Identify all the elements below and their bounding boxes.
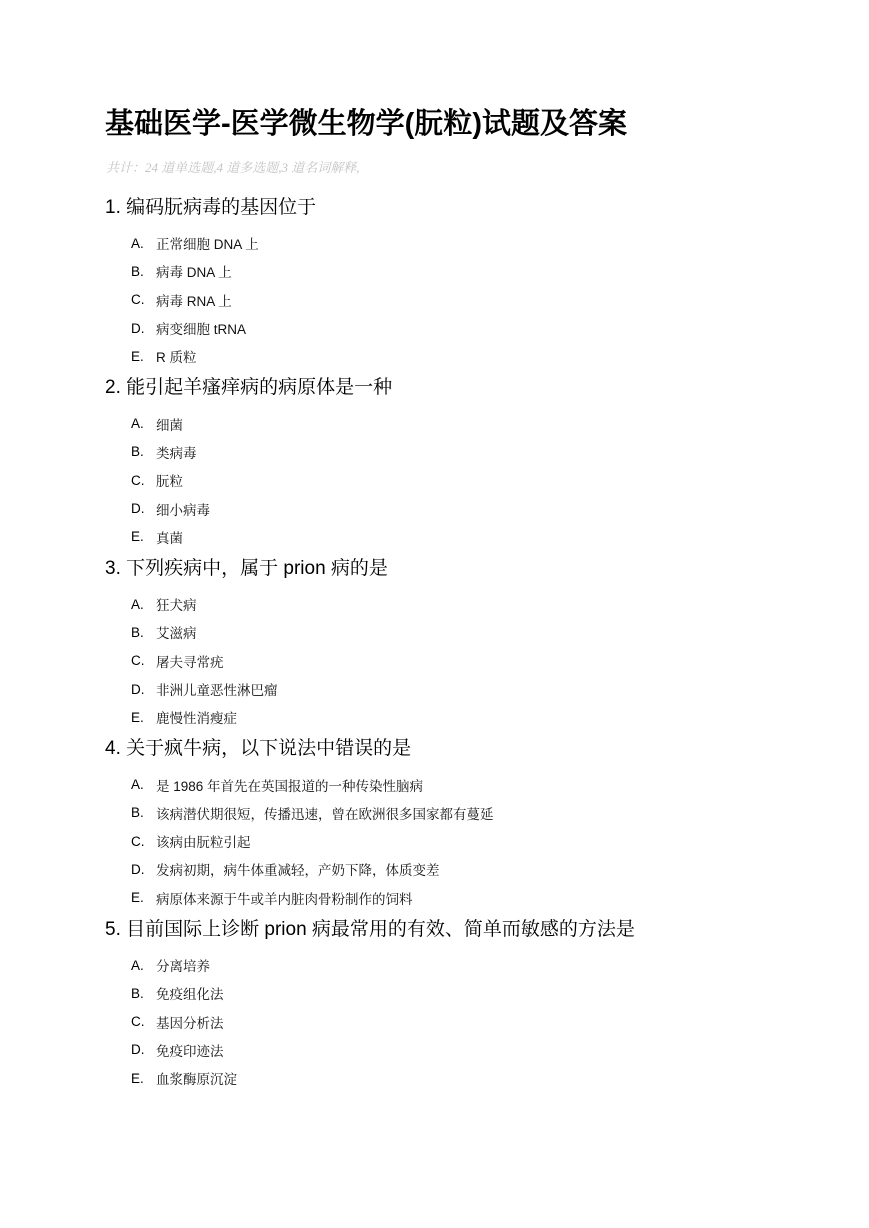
question-title: 5. 目前国际上诊断 prion 病最常用的有效、简单而敏感的方法是 bbox=[105, 918, 635, 940]
page-title: 基础医学-医学微生物学(朊粒)试题及答案 bbox=[105, 108, 627, 140]
option-list bbox=[105, 583, 845, 735]
option-e bbox=[131, 523, 845, 551]
option-letter: C. bbox=[131, 653, 145, 669]
option-text: 该病潜伏期很短，传播迅速，曾在欧洲很多国家都有蔓延 bbox=[156, 806, 494, 822]
question-4 bbox=[105, 735, 845, 915]
option-letter: E. bbox=[131, 709, 144, 725]
option-e bbox=[131, 884, 845, 912]
option-list bbox=[105, 222, 845, 374]
option-letter: B. bbox=[131, 624, 144, 640]
option-letter: D. bbox=[131, 861, 145, 877]
option-letter: D. bbox=[131, 320, 145, 336]
option-letter: E. bbox=[131, 890, 144, 906]
option-e bbox=[131, 703, 845, 731]
option-d bbox=[131, 314, 845, 342]
option-c bbox=[131, 286, 845, 314]
option-text: 免疫组化法 bbox=[156, 987, 224, 1003]
option-text: 发病初期，病牛体重减轻，产奶下降，体质变差 bbox=[156, 863, 440, 879]
question-title: 2. 能引起羊瘙痒病的病原体是一种 bbox=[105, 377, 393, 399]
option-letter: B. bbox=[131, 263, 144, 279]
question-count-summary: 共计：24 道单选题,4 道多选题,3 道名词解释, bbox=[106, 160, 360, 175]
option-text: 细小病毒 bbox=[156, 502, 210, 518]
question-2 bbox=[105, 374, 845, 554]
option-b bbox=[131, 979, 845, 1007]
question-title: 3. 下列疾病中，属于 prion 病的是 bbox=[105, 557, 388, 579]
option-text: 基因分析法 bbox=[156, 1015, 224, 1031]
question-1 bbox=[105, 194, 845, 374]
option-text: 屠夫寻常疣 bbox=[156, 654, 224, 670]
option-b bbox=[131, 799, 845, 827]
option-letter: D. bbox=[131, 681, 145, 697]
option-a bbox=[131, 590, 845, 618]
question-5 bbox=[105, 916, 845, 1096]
option-letter: D. bbox=[131, 501, 145, 517]
option-text: 是 1986 年首先在英国报道的一种传染性脑病 bbox=[156, 778, 424, 794]
option-text: 分离培养 bbox=[156, 959, 210, 975]
option-e bbox=[131, 342, 845, 370]
option-text: 病原体来源于牛或羊内脏肉骨粉制作的饲料 bbox=[156, 891, 413, 907]
option-letter: C. bbox=[131, 292, 145, 308]
option-letter: C. bbox=[131, 472, 145, 488]
option-a bbox=[131, 229, 845, 257]
option-letter: E. bbox=[131, 1070, 144, 1086]
option-text: 病毒 RNA 上 bbox=[156, 293, 232, 309]
option-a bbox=[131, 770, 845, 798]
option-list bbox=[105, 402, 845, 554]
option-c bbox=[131, 466, 845, 494]
option-letter: A. bbox=[131, 957, 144, 973]
option-text: 病变细胞 tRNA bbox=[156, 322, 247, 338]
option-a bbox=[131, 409, 845, 437]
option-text: 朊粒 bbox=[156, 474, 183, 490]
option-letter: B. bbox=[131, 444, 144, 460]
option-text: 正常细胞 DNA 上 bbox=[156, 237, 259, 253]
option-c bbox=[131, 1008, 845, 1036]
option-c bbox=[131, 827, 845, 855]
option-d bbox=[131, 855, 845, 883]
option-b bbox=[131, 438, 845, 466]
option-letter: E. bbox=[131, 529, 144, 545]
option-list bbox=[105, 763, 845, 915]
option-letter: B. bbox=[131, 805, 144, 821]
option-letter: A. bbox=[131, 416, 144, 432]
option-a bbox=[131, 951, 845, 979]
option-text: 类病毒 bbox=[156, 445, 197, 461]
option-text: 免疫印迹法 bbox=[156, 1043, 224, 1059]
option-letter: E. bbox=[131, 348, 144, 364]
option-letter: B. bbox=[131, 985, 144, 1001]
question-3 bbox=[105, 555, 845, 735]
option-b bbox=[131, 618, 845, 646]
option-c bbox=[131, 647, 845, 675]
option-letter: C. bbox=[131, 833, 145, 849]
option-text: 狂犬病 bbox=[156, 598, 197, 614]
option-b bbox=[131, 257, 845, 285]
option-letter: A. bbox=[131, 777, 144, 793]
option-text: 真菌 bbox=[156, 530, 183, 546]
option-letter: A. bbox=[131, 596, 144, 612]
option-d bbox=[131, 675, 845, 703]
option-letter: A. bbox=[131, 235, 144, 251]
option-text: 细菌 bbox=[156, 417, 183, 433]
question-list bbox=[105, 194, 845, 1096]
option-text: 病毒 DNA 上 bbox=[156, 265, 232, 281]
option-letter: C. bbox=[131, 1014, 145, 1030]
option-text: 血浆酶原沉淀 bbox=[156, 1072, 237, 1088]
option-letter: D. bbox=[131, 1042, 145, 1058]
option-text: R 质粒 bbox=[156, 350, 197, 366]
question-title: 4. 关于疯牛病，以下说法中错误的是 bbox=[105, 738, 412, 760]
option-text: 鹿慢性消瘦症 bbox=[156, 711, 237, 727]
option-d bbox=[131, 1036, 845, 1064]
option-text: 艾滋病 bbox=[156, 626, 197, 642]
option-d bbox=[131, 494, 845, 522]
option-text: 该病由朊粒引起 bbox=[156, 835, 251, 851]
option-e bbox=[131, 1064, 845, 1092]
question-title: 1. 编码朊病毒的基因位于 bbox=[105, 197, 317, 218]
option-list bbox=[105, 944, 845, 1096]
option-text: 非洲儿童恶性淋巴瘤 bbox=[156, 683, 278, 698]
